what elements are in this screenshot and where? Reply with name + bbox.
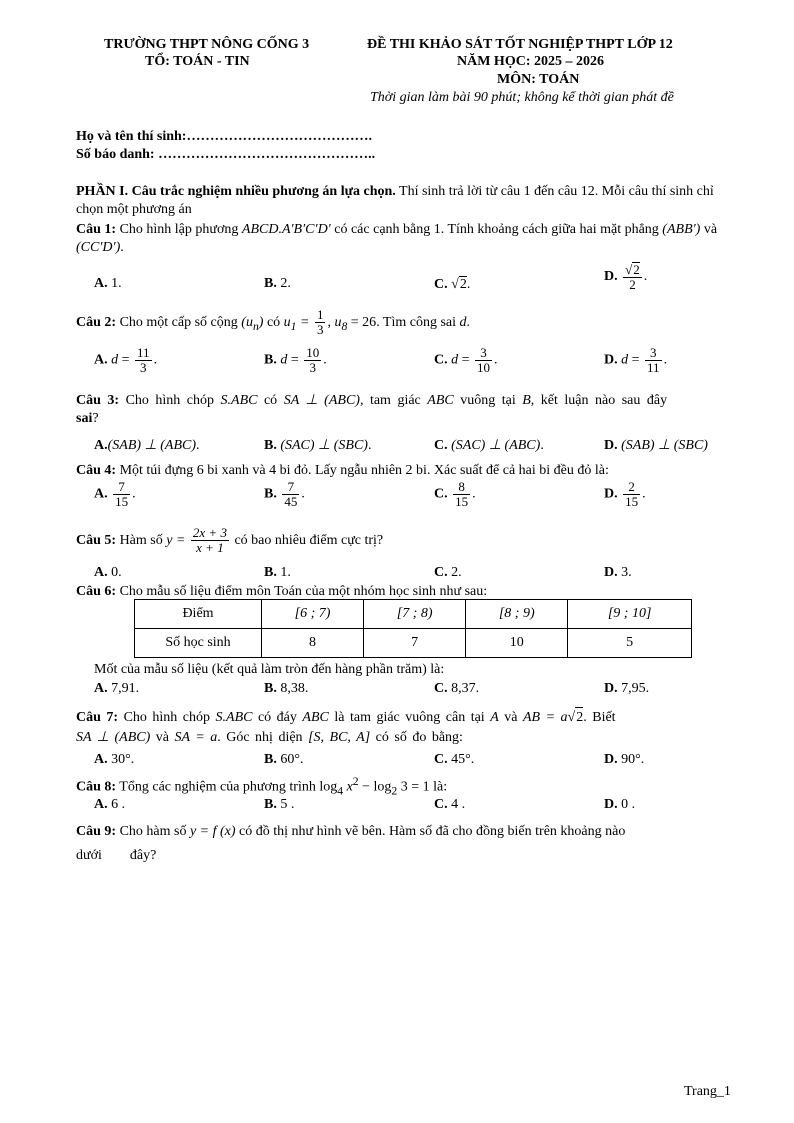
q1-option-b[interactable]: B. 2. [264,276,291,291]
q1-math-a: ABCD.A′B′C′D′ [241,222,331,237]
q1-label: Câu 1: [76,222,117,237]
q6-option-b[interactable]: B. 8,38. [264,681,309,696]
question-8: Câu 8: Tổng các nghiệm của phương trình $\log_4 x^2 - \log_2 3 = 1$ là: [76,775,448,798]
subject: MÔN: TOÁN [497,72,580,87]
q1-math-b: (ABB′) [662,222,701,237]
q7-option-c[interactable]: C. 45°. [434,752,475,767]
q5-option-b[interactable]: B. 1. [264,565,291,580]
q5-option-a[interactable]: A. 0. [94,565,122,580]
table-cell: [8 ; 9) [466,600,568,629]
q8-option-b[interactable]: B. 5 . [264,797,295,812]
table-cell: Số học sinh [135,629,262,658]
q3-option-d[interactable]: D. (SAB) ⊥ (SBC) [604,438,708,453]
student-name-line: Họ và tên thí sinh:…………………………………. [76,129,372,144]
table-cell: [9 ; 10] [568,600,692,629]
table-row [135,600,692,629]
question-9: Câu 9: Cho hàm số y = f (x) có đồ thị như hình vẽ bên. Hàm số đã cho đồng biến trên khoảng nào dưới đây? [76,824,626,863]
table-cell: 10 [466,629,568,658]
table-cell: [6 ; 7) [262,600,364,629]
q7-option-a[interactable]: A. 30°. [94,752,135,767]
q2-option-a[interactable]: A. d = $\frac{11}{3}$ . [94,345,158,375]
q5-option-d[interactable]: D. 3. [604,565,632,580]
q6-option-a[interactable]: A. 7,91. [94,681,140,696]
q1-math-c: (CC′D′) [76,240,121,255]
school-year: NĂM HỌC: 2025 – 2026 [457,54,604,69]
question-5: Câu 5: Hàm số y = $\frac{2x + 3}{x + 1}$ có bao nhiêu điểm cực trị? [76,525,384,556]
q6-option-d[interactable]: D. 7,95. [604,681,650,696]
table-cell: 8 [262,629,364,658]
q1-option-d[interactable]: D. $\frac{√2}{2}$ . [604,262,648,292]
part1-instruction: Thí sinh trả lời từ câu 1 đến câu 12. Mỗi câu thí sinh chỉ chọn một phương án [76,184,714,217]
part1-heading: PHẦN I. Câu trắc nghiệm nhiều phương án lựa chọn. [76,184,396,199]
question-1 [76,221,738,257]
table-cell: [7 ; 8) [364,600,466,629]
q4-option-b[interactable]: B. $\frac{7}{45}$ . [264,479,305,509]
q4-option-d[interactable]: D. $\frac{2}{15}$ . [604,479,646,509]
q2-option-d[interactable]: D. d = $\frac{3}{11}$ . [604,345,668,375]
q1-text-b: có các cạnh bằng 1. Tính khoảng cách giữa hai mặt phẳng [330,222,663,237]
q3-option-c[interactable]: C. (SAC) ⊥ (ABC). [434,438,544,453]
table-cell: 7 [364,629,466,658]
question-4: Câu 4: Một túi đựng 6 bi xanh và 4 bi đỏ. Lấy ngẫu nhiên 2 bi. Xác suất để cả hai bi đều đỏ là: [76,463,609,478]
table-cell: Điểm [135,600,262,629]
q8-option-d[interactable]: D. 0 . [604,797,636,812]
question-6: Câu 6: Cho mẫu số liệu điểm môn Toán của một nhóm học sinh như sau: [76,584,488,599]
q3-option-a[interactable]: A.(SAB) ⊥ (ABC). [94,438,200,453]
school-name: TRƯỜNG THPT NÔNG CỐNG 3 [104,37,310,52]
question-2: Câu 2: Cho một cấp số cộng $(u_n)$ có $u_1$ = $\frac{1}{3}$ , $u_8 = 26$. Tìm công sai d. [76,307,471,338]
time-note: Thời gian làm bài 90 phút; không kể thời gian phát đề [370,90,674,105]
q6-option-c[interactable]: C. 8,37. [434,681,480,696]
q8-option-a[interactable]: A. 6 . [94,797,126,812]
q1-text-c: và [700,222,718,237]
exam-title: ĐỀ THI KHẢO SÁT TỐT NGHIỆP THPT LỚP 12 [367,37,673,52]
page-number: Trang_1 [684,1084,731,1099]
q7-option-b[interactable]: B. 60°. [264,752,304,767]
q8-option-c[interactable]: C. 4 . [434,797,466,812]
q6-question-text: Mốt của mẫu số liệu (kết quả làm tròn đến hàng phần trăm) là: [94,662,445,677]
question-3: Câu 3: Cho hình chóp S.ABC có SA ⊥ (ABC), tam giác ABC vuông tại B, kết luận nào sau đây sai? [76,393,668,426]
q1-text-a: Cho hình lập phương [116,222,242,237]
student-id-line: Số báo danh: ……………………………………….. [76,147,376,162]
q1-option-c[interactable]: C. √2. [434,277,471,292]
q1-option-a[interactable]: A. 1. [94,276,122,291]
q2-option-c[interactable]: C. d = $\frac{3}{10}$ . [434,345,498,375]
q4-option-c[interactable]: C. $\frac{8}{15}$ . [434,479,476,509]
q1-text-d: . [120,240,124,255]
table-cell: 5 [568,629,692,658]
part1-intro [76,183,738,219]
q7-option-d[interactable]: D. 90°. [604,752,645,767]
q5-option-c[interactable]: C. 2. [434,565,462,580]
q3-option-b[interactable]: B. (SAC) ⊥ (SBC). [264,438,372,453]
q2-option-b[interactable]: B. d = $\frac{10}{3}$ . [264,345,327,375]
score-table [134,599,692,658]
department-name: TỔ: TOÁN - TIN [145,54,250,69]
q4-option-a[interactable]: A. $\frac{7}{15}$ . [94,479,136,509]
table-row [135,629,692,658]
question-7: Câu 7: Cho hình chóp S.ABC có đáy ABC là tam giác vuông cân tại A và AB = a√2. Biết SA ⊥ (ABC) và SA = a. Góc nhị diện [S, BC, A] có số đo bằng: [76,707,738,748]
